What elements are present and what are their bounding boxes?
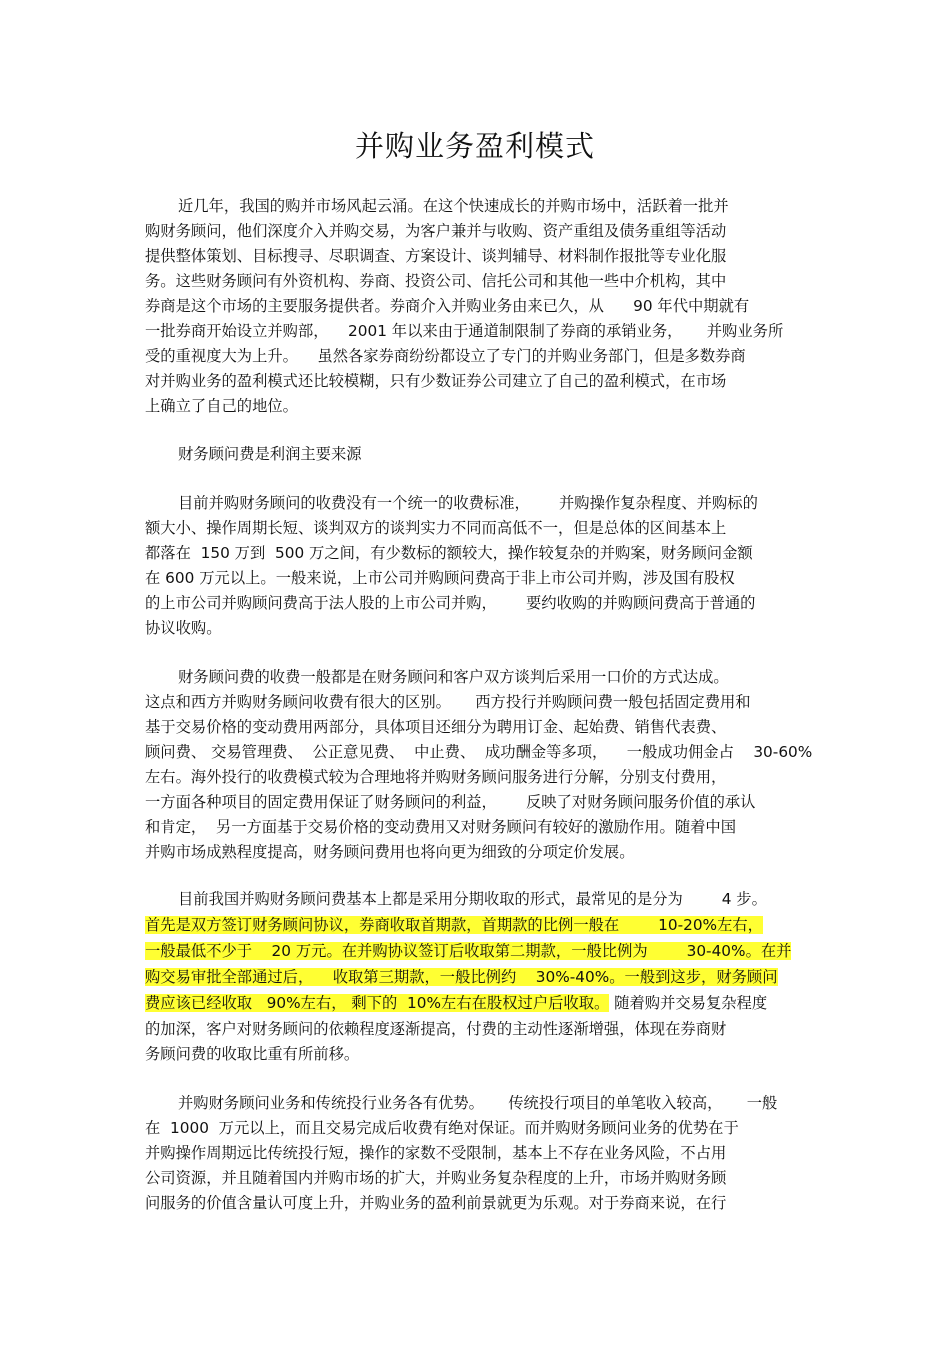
p3-line: 和肯定， 另一方面基于交易价格的变动费用又对财务顾问有较好的激励作用。随着中国 xyxy=(145,818,737,836)
p1-line: 一批券商开始设立并购部， 2001 年以来由于通道制限制了券商的承销业务， 并购业务所 xyxy=(145,322,784,340)
section-heading: 财务顾问费是利润主要来源 xyxy=(178,445,362,463)
p1-line: 提供整体策划、目标搜寻、尽职调查、方案设计、谈判辅导、材料制作报批等专业化服 xyxy=(145,247,727,265)
p1-line: 务。这些财务顾问有外资机构、券商、投资公司、信托公司和其他一些中介机构，其中 xyxy=(145,272,727,290)
p4-line: 务顾问费的收取比重有所前移。 xyxy=(145,1045,360,1063)
p3-line: 一方面各种项目的固定费用保证了财务顾问的利益， 反映了对财务顾问服务价值的承认 xyxy=(145,793,756,811)
p4-line xyxy=(145,912,763,938)
p1-line: 对并购业务的盈利模式还比较模糊，只有少数证券公司建立了自己的盈利模式，在市场 xyxy=(145,372,727,390)
p3-line: 这点和西方并购财务顾问收费有很大的区别。 西方投行并购顾问费一般包括固定费用和 xyxy=(145,693,751,711)
p3-line: 并购市场成熟程度提高，财务顾问费用也将向更为细致的分项定价发展。 xyxy=(145,843,635,861)
p4-line xyxy=(145,938,791,964)
p2-line: 目前并购财务顾问的收费没有一个统一的收费标准， 并购操作复杂程度、并购标的 xyxy=(178,494,758,512)
p2-line: 协议收购。 xyxy=(145,619,222,637)
p5-line: 公司资源，并且随着国内并购市场的扩大，并购业务复杂程度的上升，市场并购财务顾 xyxy=(145,1169,727,1187)
p2-line: 额大小、操作周期长短、谈判双方的谈判实力不同而高低不一，但是总体的区间基本上 xyxy=(145,519,727,537)
p2-line: 都落在 150 万到 500 万之间，有少数标的额较大，操作较复杂的并购案，财务顾问金额 xyxy=(145,544,753,562)
p3-line: 顾问费、 交易管理费、 公正意见费、 中止费、 成功酬金等多项， 一般成功佣金占 30-60% xyxy=(145,743,813,761)
p1-line: 购财务顾问，他们深度介入并购交易，为客户兼并与收购、资产重组及债务重组等活动 xyxy=(145,222,727,240)
p3-line: 左右。海外投行的收费模式较为合理地将并购财务顾问服务进行分解，分别支付费用， xyxy=(145,768,727,786)
document-title: 并购业务盈利模式 xyxy=(354,129,595,163)
p5-line: 并购操作周期远比传统投行短，操作的家数不受限制，基本上不存在业务风险，不占用 xyxy=(145,1144,727,1162)
p2-line: 在 600 万元以上。一般来说，上市公司并购顾问费高于非上市公司并购，涉及国有股权 xyxy=(145,569,735,587)
p1-line: 上确立了自己的地位。 xyxy=(145,397,298,415)
p4-line xyxy=(145,990,767,1016)
p3-line: 财务顾问费的收费一般都是在财务顾问和客户双方谈判后采用一口价的方式达成。 xyxy=(178,668,729,686)
p1-line: 近几年，我国的购并市场风起云涌。在这个快速成长的并购市场中，活跃着一批并 xyxy=(178,197,729,215)
p4-line: 目前我国并购财务顾问费基本上都是采用分期收取的形式，最常见的是分为 4 步。 xyxy=(178,890,767,908)
highlighted-text: 首先是双方签订财务顾问协议，券商收取首期款，首期款的比例一般在 10-20%左右， xyxy=(145,916,763,934)
p1-line: 券商是这个市场的主要服务提供者。券商介入并购业务由来已久，从 90 年代中期就有 xyxy=(145,297,750,315)
highlighted-text: 购交易审批全部通过后， 收取第三期款，一般比例约 30%-40%。一般到这步，财务顾问 xyxy=(145,968,778,986)
p5-line: 并购财务顾问业务和传统投行业务各有优势。 传统投行项目的单笔收入较高， 一般 xyxy=(178,1094,778,1112)
p1-line: 受的重视度大为上升。 虽然各家券商纷纷都设立了专门的并购业务部门，但是多数券商 xyxy=(145,347,746,365)
p3-line: 基于交易价格的变动费用两部分，具体项目还细分为聘用订金、起始费、销售代表费、 xyxy=(145,718,727,736)
p4-line xyxy=(145,964,778,990)
p2-line: 的上市公司并购顾问费高于法人股的上市公司并购， 要约收购的并购顾问费高于普通的 xyxy=(145,594,756,612)
p4-line: 的加深，客户对财务顾问的依赖程度逐渐提高，付费的主动性逐渐增强，体现在券商财 xyxy=(145,1020,727,1038)
p4-text: 随着购并交易复杂程度 xyxy=(609,994,768,1012)
highlighted-text: 费应该已经收取 90%左右， 剩下的 10%左右在股权过户后收取。 xyxy=(145,994,610,1012)
highlighted-text: 一般最低不少于 20 万元。在并购协议签订后收取第二期款，一般比例为 30-40%。在并 xyxy=(145,942,792,960)
p5-line: 问服务的价值含量认可度上升，并购业务的盈利前景就更为乐观。对于券商来说，在行 xyxy=(145,1194,727,1212)
p5-line: 在 1000 万元以上，而且交易完成后收费有绝对保证。而并购财务顾问业务的优势在于 xyxy=(145,1119,739,1137)
